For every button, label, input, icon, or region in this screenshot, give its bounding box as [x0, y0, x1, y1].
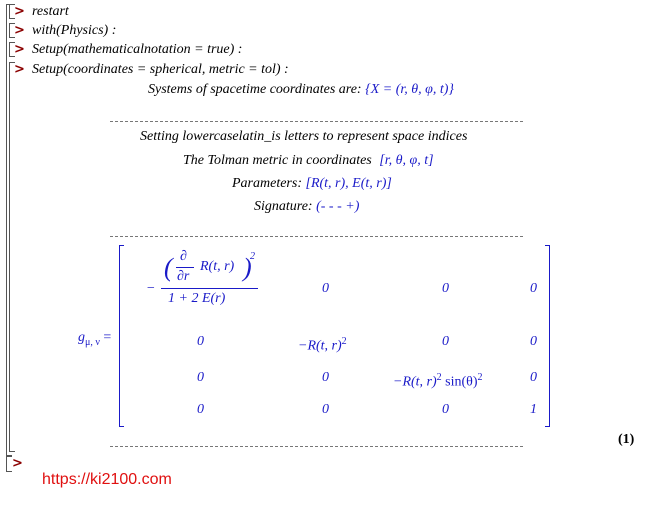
matrix-r1c4: 0: [530, 281, 537, 296]
r3c3-power1: 2: [436, 372, 442, 383]
tolman-label: The Tolman metric in coordinates: [183, 153, 372, 168]
r3c3-power2: 2: [477, 372, 483, 383]
matrix-r2c1: 0: [197, 334, 204, 349]
signature-line: [254, 199, 359, 215]
prompt-4[interactable]: >: [14, 62, 25, 77]
entry11-minus: −: [146, 281, 156, 296]
matrix-lhs: [78, 330, 111, 351]
tolman-line: [183, 153, 434, 169]
parameters-value: [R(t, r), E(t, r)]: [305, 176, 392, 191]
matrix-r2c4: 0: [530, 334, 537, 349]
command-restart[interactable]: restart: [32, 4, 69, 19]
r3c3-sin: sin(θ): [445, 374, 478, 390]
lhs-g: g: [78, 330, 85, 345]
matrix-r4c3: 0: [442, 402, 449, 417]
r2c2-power: 2: [341, 336, 347, 347]
r2c2-expr: −R(t, r): [298, 338, 342, 354]
matrix-bracket-right: [545, 245, 550, 427]
matrix-r3c2: 0: [322, 370, 329, 385]
signature-label: Signature:: [254, 199, 313, 214]
parameters-line: [232, 176, 392, 192]
matrix-r4c4: 1: [530, 402, 537, 417]
matrix-r2c2: [298, 334, 347, 355]
lhs-equals: =: [103, 330, 112, 345]
matrix-r3c3: [393, 370, 483, 391]
separator-3: [110, 446, 523, 447]
parameters-label: Parameters:: [232, 176, 302, 191]
prompt-2[interactable]: >: [14, 23, 25, 38]
command-setup-coordinates[interactable]: Setup(coordinates = spherical, metric = tol) :: [32, 62, 289, 77]
lhs-subscript: μ, ν: [85, 336, 100, 348]
matrix-bracket-left: [119, 245, 124, 427]
separator-2: [110, 236, 523, 237]
entry11-fracline: [161, 288, 258, 289]
prompt-empty[interactable]: >: [12, 456, 23, 471]
entry11-open-paren: (: [164, 253, 173, 282]
entry11-R: R(t, r): [200, 259, 235, 274]
separator-1: [110, 121, 523, 122]
command-setup-notation[interactable]: Setup(mathematicalnotation = true) :: [32, 42, 243, 57]
setting-line: Setting lowercaselatin_is letters to represent space indices: [140, 129, 468, 144]
matrix-r2c3: 0: [442, 334, 449, 349]
matrix-r3c4: 0: [530, 370, 537, 385]
prompt-1[interactable]: >: [14, 4, 25, 19]
matrix-r3c1: 0: [197, 370, 204, 385]
command-with-physics[interactable]: with(Physics) :: [32, 23, 117, 38]
coords-label: Systems of spacetime coordinates are:: [148, 82, 362, 97]
matrix-r4c2: 0: [322, 402, 329, 417]
entry11-inner-fracline: [176, 267, 194, 268]
matrix-r1c2: 0: [322, 281, 329, 296]
entry11-close-paren: ): [243, 253, 252, 282]
matrix-r4c1: 0: [197, 402, 204, 417]
coords-output-line: [148, 82, 454, 98]
entry11-power: 2: [250, 251, 255, 262]
entry11-partial: ∂: [180, 249, 187, 264]
r3c3-expr: −R(t, r): [393, 374, 437, 390]
signature-value: (- - - +): [316, 199, 360, 214]
matrix-r1c3: 0: [442, 281, 449, 296]
prompt-3[interactable]: >: [14, 42, 25, 57]
equation-label[interactable]: (1): [618, 432, 635, 447]
tolman-value: [r, θ, φ, t]: [379, 153, 434, 168]
group-bracket-4: [9, 62, 15, 452]
watermark-link: https://ki2100.com: [42, 471, 172, 488]
entry11-partial-r: ∂r: [177, 269, 190, 284]
coords-value: {X = (r, θ, φ, t)}: [365, 82, 455, 97]
entry11-denominator: 1 + 2 E(r): [168, 291, 226, 306]
